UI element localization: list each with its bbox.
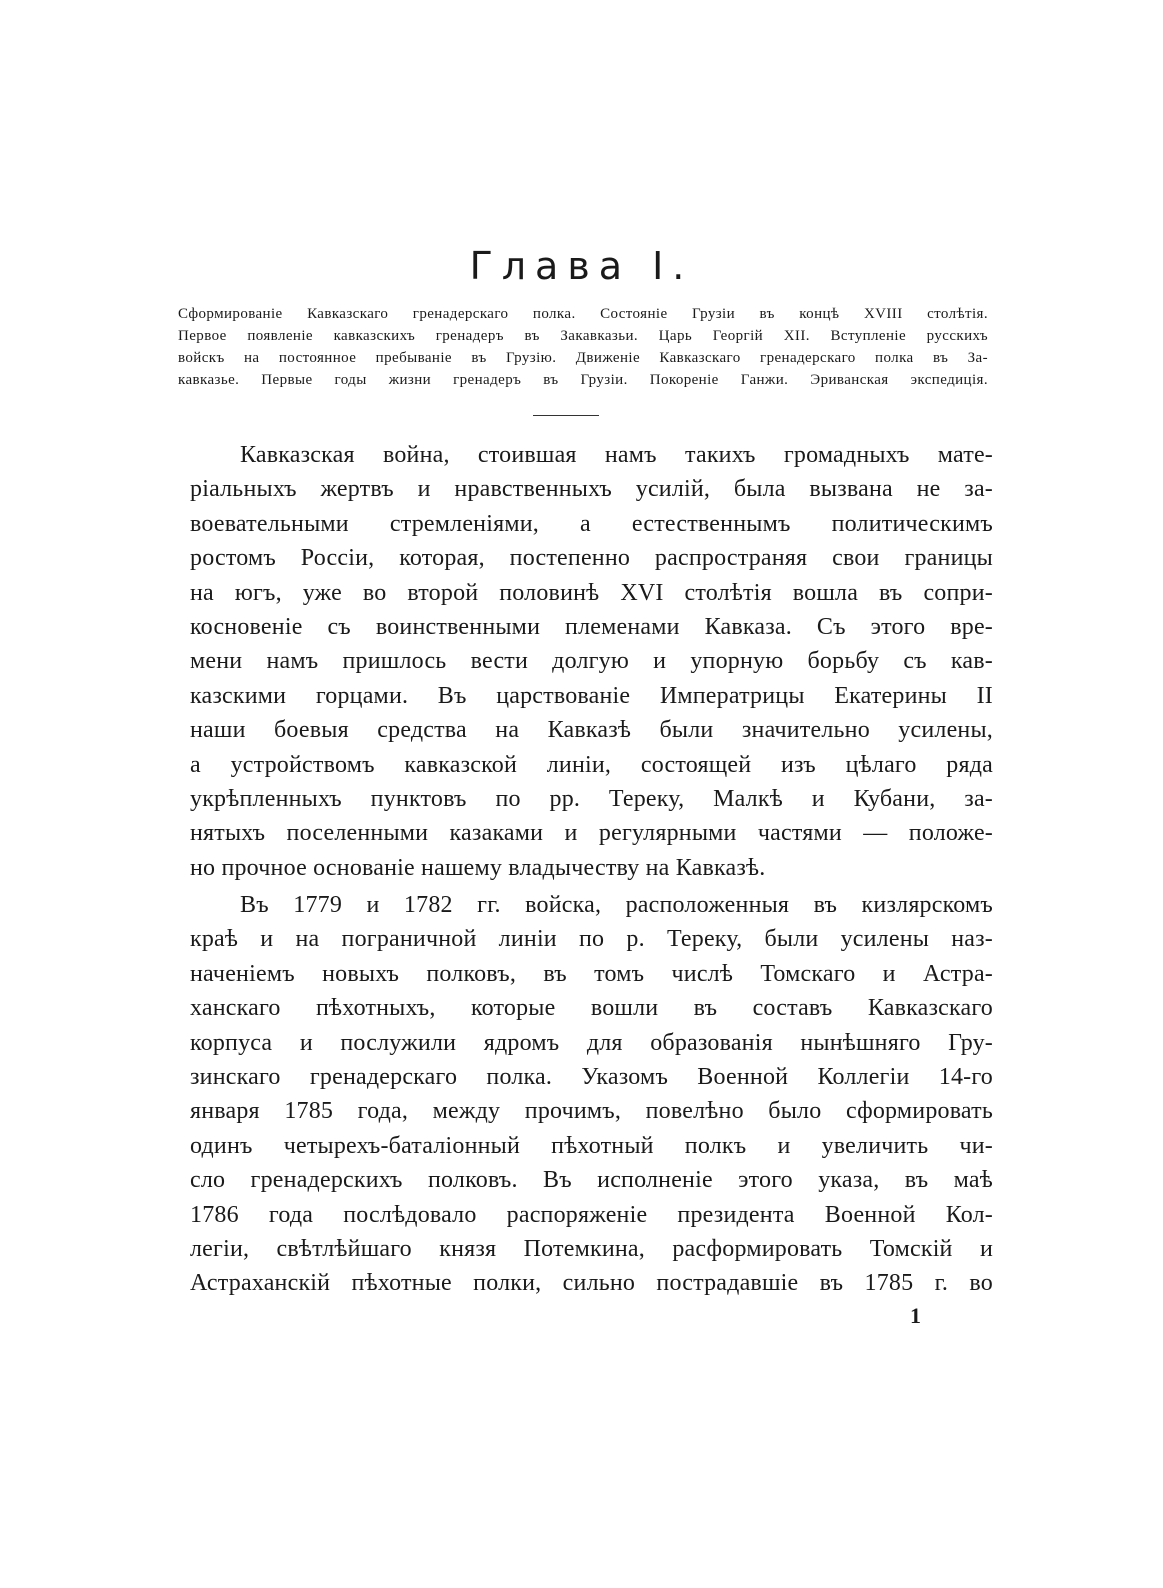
text-line: легіи, свѣтлѣйшаго князя Потемкина, расформировать Томскій и — [190, 1235, 993, 1262]
text-line: наченіемъ новыхъ полковъ, въ томъ числѣ Томскаго и Астра- — [190, 960, 993, 987]
summary-line: Первое появленіе кавказскихъ гренадеръ въ Закавказьи. Царь Георгій XII. Вступленіе русскихъ — [178, 328, 988, 344]
text-line: наши боевыя средства на Кавказѣ были значительно усилены, — [190, 717, 993, 744]
text-line: воевательными стремленіями, а естественнымъ политическимъ — [190, 510, 993, 537]
text-line: зинскаго гренадерскаго полка. Указомъ Военной Коллегіи 14-го — [190, 1064, 993, 1091]
text-line: на югъ, уже во второй половинѣ XVI столѣтія вошла въ сопри- — [190, 579, 993, 606]
text-line: Астраханскій пѣхотные полки, сильно пострадавшіе въ 1785 г. во — [190, 1270, 993, 1297]
text-line: ріальныхъ жертвъ и нравственныхъ усилій, была вызвана не за- — [190, 476, 993, 503]
text-line: корпуса и послужили ядромъ для образованія нынѣшняго Гру- — [190, 1029, 993, 1056]
summary-line: Сформированіе Кавказскаго гренадерскаго полка. Состояніе Грузіи въ концѣ XVIII столѣтія. — [178, 306, 988, 322]
page-number: 1 — [910, 1303, 921, 1328]
section-divider — [533, 415, 599, 416]
paragraph-2 — [190, 888, 993, 1301]
paragraph-1 — [190, 438, 993, 885]
text-line: укрѣпленныхъ пунктовъ по рр. Тереку, Малкѣ и Кубани, за- — [190, 785, 993, 812]
text-line: января 1785 года, между прочимъ, повелѣно было сформировать — [190, 1098, 993, 1125]
text-line: нятыхъ поселенными казаками и регулярными частями — положе- — [190, 820, 993, 847]
text-line: 1786 года послѣдовало распоряженіе президента Военной Кол- — [190, 1201, 993, 1228]
summary-line: войскъ на постоянное пребываніе въ Грузію. Движеніе Кавказскаго гренадерскаго полка въ За- — [178, 350, 988, 366]
text-line: Въ 1779 и 1782 гг. войска, расположенныя въ кизлярскомъ — [240, 892, 993, 919]
summary-line: кавказье. Первые годы жизни гренадеръ въ Грузіи. Покореніе Ганжи. Эриванская экспедиція. — [178, 372, 988, 388]
text-line: сло гренадерскихъ полковъ. Въ исполненіе этого указа, въ маѣ — [190, 1167, 993, 1194]
text-line: а устройствомъ кавказской линіи, состоящей изъ цѣлаго ряда — [190, 751, 993, 778]
text-line: ростомъ Россіи, которая, постепенно распространяя свои границы — [190, 545, 993, 572]
text-line: но прочное основаніе нашему владычеству на Кавказѣ. — [190, 854, 766, 881]
body-text — [190, 438, 993, 1301]
text-line: казскими горцами. Въ царствованіе Императрицы Екатерины II — [190, 682, 993, 709]
text-line: краѣ и на пограничной линіи по р. Тереку, были усилены наз- — [190, 926, 993, 953]
text-line: одинъ четырехъ-баталіонный пѣхотный полкъ и увеличить чи- — [190, 1132, 993, 1159]
chapter-title: Глава I. — [469, 244, 694, 288]
chapter-summary — [178, 303, 988, 391]
text-line: ханскаго пѣхотныхъ, которые вошли въ составъ Кавказскаго — [190, 995, 993, 1022]
text-line: мени намъ пришлось вести долгую и упорную борьбу съ кав- — [190, 648, 993, 675]
text-line: Кавказская война, стоившая намъ такихъ громадныхъ мате- — [240, 442, 993, 468]
text-line: косновеніе съ воинственными племенами Кавказа. Съ этого вре- — [190, 613, 993, 640]
